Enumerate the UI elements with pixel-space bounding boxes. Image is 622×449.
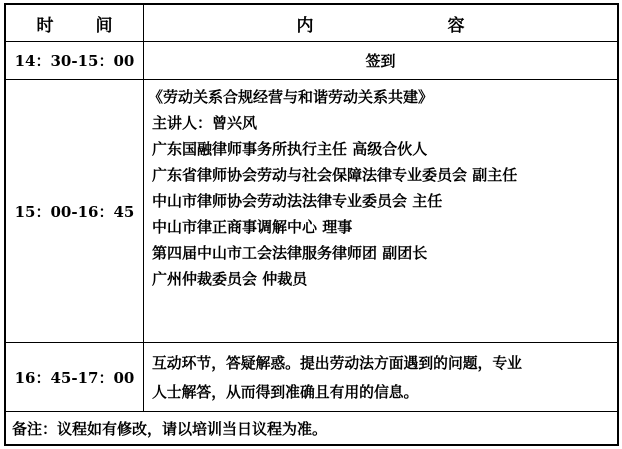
content-line: 主讲人：曾兴风 xyxy=(152,114,258,132)
row-content xyxy=(152,349,615,407)
content-line: 人士解答，从而得到准确且有用的信息。 xyxy=(152,384,419,401)
header-content: 内 容 xyxy=(296,15,529,36)
agenda-table xyxy=(4,3,619,446)
content-line: 第四届中山市工会法律服务律师团 副团长 xyxy=(152,244,428,262)
header-time: 时 间 xyxy=(36,15,131,36)
content-line: 广东省律师协会劳动与社会保障法律专业委员会 副主任 xyxy=(152,166,518,184)
row-time: 16：45-17：00 xyxy=(14,368,135,387)
content-line: 中山市律正商事调解中心 理事 xyxy=(152,218,353,236)
content-line: 《劳动关系合规经营与和谐劳动关系共建》 xyxy=(148,88,434,106)
content-line: 广东国融律师事务所执行主任 高级合伙人 xyxy=(152,140,428,158)
content-line: 互动环节，答疑解惑。提出劳动法方面遇到的问题，专业 xyxy=(152,355,522,372)
row-content: 签到 xyxy=(365,52,396,70)
note: 备注：议程如有修改，请以培训当日议程为准。 xyxy=(12,419,328,438)
content-line: 中山市律师协会劳动法法律专业委员会 主任 xyxy=(152,192,443,210)
row-content xyxy=(148,84,615,292)
content-line: 广州仲裁委员会 仲裁员 xyxy=(152,270,308,288)
row-time: 15：00-16：45 xyxy=(14,202,135,221)
row-time: 14：30-15：00 xyxy=(14,52,135,70)
